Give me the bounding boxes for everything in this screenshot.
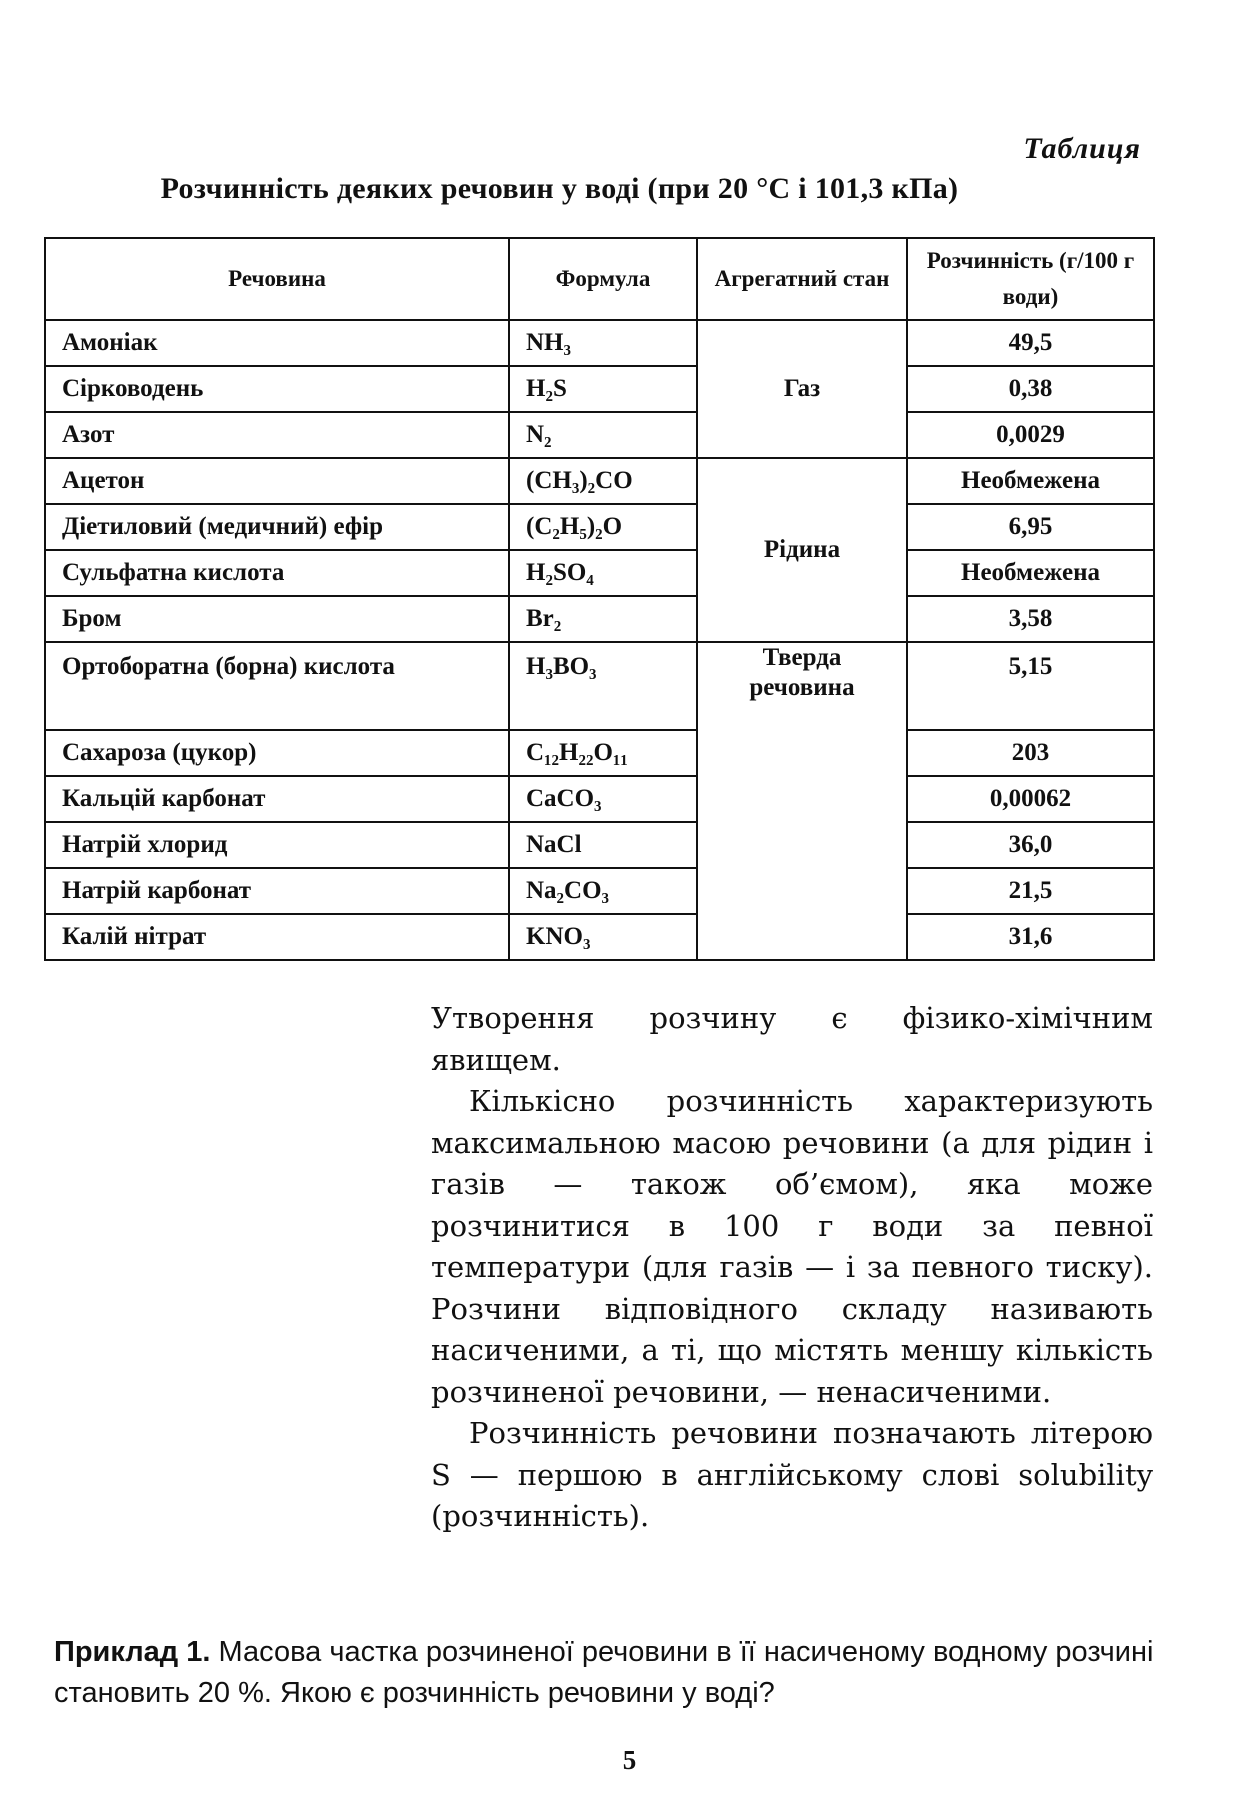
table-caption-label: Таблиця (1023, 132, 1141, 165)
table-row (45, 822, 1154, 868)
header-solubility: Розчинність (г/100 г води) (907, 238, 1154, 320)
cell-solubility: Необмежена (907, 550, 1154, 596)
table-row (45, 642, 1154, 730)
header-substance: Речовина (45, 238, 509, 320)
cell-substance: Натрій карбонат (45, 868, 509, 914)
cell-formula: Na₂CO₃ (509, 868, 697, 914)
cell-solubility: 3,58 (907, 596, 1154, 642)
solubility-table (44, 237, 1155, 961)
paragraph: Кількісно розчинність характеризують максимальною масою речовини (а для рідин і газів — також об’ємом), яка може розчинитися в 100 г води за певної температури (для газів — і за певного тиску). Розчини відповідного складу називають насиченими, а ті, що містять меншу кількість розчиненої речовини, — ненасиченими. (431, 1084, 1153, 1409)
cell-substance: Калій нітрат (45, 914, 509, 960)
table-row (45, 412, 1154, 458)
page-number: 5 (622, 1745, 637, 1775)
cell-substance: Сульфатна кислота (45, 550, 509, 596)
table-title: Розчинність деяких речовин у воді (при 20 °C і 101,3 кПа) (160, 172, 959, 205)
cell-state-liquid: Рідина (697, 458, 907, 642)
cell-substance: Діетиловий (медичний) ефір (45, 504, 509, 550)
table-row (45, 914, 1154, 960)
table-header-row (45, 238, 1154, 320)
cell-formula: NaCl (509, 822, 697, 868)
cell-solubility: 0,38 (907, 366, 1154, 412)
cell-formula: H₂S (509, 366, 697, 412)
cell-substance: Сірководень (45, 366, 509, 412)
cell-substance: Ортоборатна (борна) кислота (45, 642, 509, 730)
example-text: Масова частка розчиненої речовини в її насиченому водному розчині становить 20 %. Якою є розчинність речовини у воді? (54, 1636, 1154, 1709)
cell-formula: CaCO₃ (509, 776, 697, 822)
cell-solubility: 21,5 (907, 868, 1154, 914)
table-row (45, 550, 1154, 596)
table-row (45, 776, 1154, 822)
cell-solubility: 31,6 (907, 914, 1154, 960)
cell-substance: Ацетон (45, 458, 509, 504)
cell-solubility: 36,0 (907, 822, 1154, 868)
cell-formula: NH₃ (509, 320, 697, 366)
table-row (45, 366, 1154, 412)
table-row (45, 868, 1154, 914)
cell-state-gas: Газ (697, 320, 907, 458)
cell-formula: (C₂H₅)₂O (509, 504, 697, 550)
table-row (45, 596, 1154, 642)
cell-formula: KNO₃ (509, 914, 697, 960)
table-row (45, 504, 1154, 550)
cell-solubility: Необмежена (907, 458, 1154, 504)
table-row (45, 458, 1154, 504)
cell-formula: N₂ (509, 412, 697, 458)
cell-substance: Амоніак (45, 320, 509, 366)
paragraph: Утворення розчину є фізико-хімічним явищем. (431, 1001, 1153, 1077)
cell-substance: Азот (45, 412, 509, 458)
cell-formula: H₂SO₄ (509, 550, 697, 596)
cell-substance: Кальцій карбонат (45, 776, 509, 822)
paragraph: Розчинність речовини позначають літерою S — першою в англійському слові solubility (розчинність). (431, 1416, 1153, 1533)
cell-formula: Br₂ (509, 596, 697, 642)
cell-solubility: 5,15 (907, 642, 1154, 730)
cell-solubility: 203 (907, 730, 1154, 776)
cell-solubility: 6,95 (907, 504, 1154, 550)
cell-substance: Сахароза (цукор) (45, 730, 509, 776)
table-row (45, 730, 1154, 776)
cell-solubility: 0,0029 (907, 412, 1154, 458)
example-block (54, 1632, 1154, 1714)
cell-solubility: 0,00062 (907, 776, 1154, 822)
cell-substance: Бром (45, 596, 509, 642)
table-row (45, 320, 1154, 366)
cell-substance: Натрій хлорид (45, 822, 509, 868)
header-formula: Формула (509, 238, 697, 320)
cell-formula: H₃BO₃ (509, 642, 697, 730)
cell-state-solid: Тверда речовина (697, 642, 907, 960)
cell-solubility: 49,5 (907, 320, 1154, 366)
header-state: Агрегатний стан (697, 238, 907, 320)
example-label: Приклад 1. (54, 1636, 211, 1668)
cell-formula: C₁₂H₂₂O₁₁ (509, 730, 697, 776)
cell-formula: (CH₃)₂CO (509, 458, 697, 504)
body-text (431, 998, 1153, 1538)
